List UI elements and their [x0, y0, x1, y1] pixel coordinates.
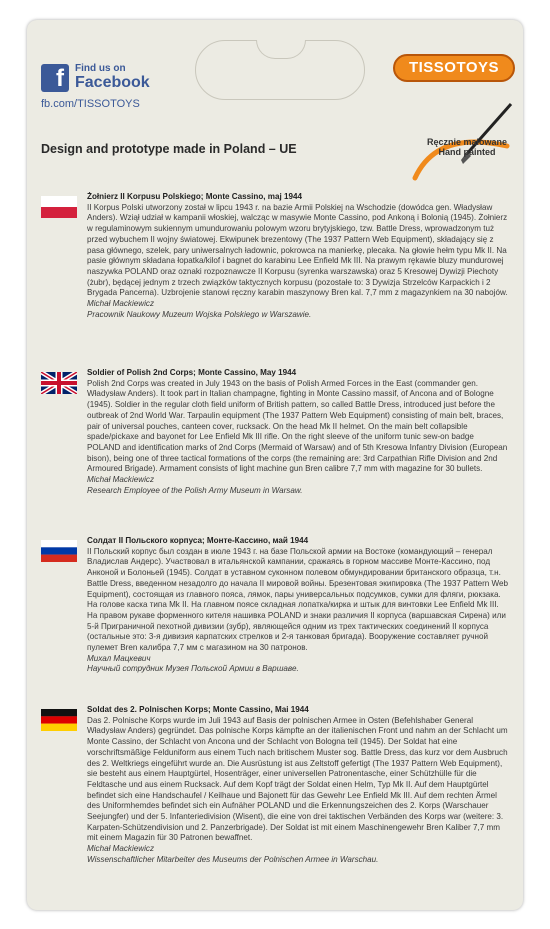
section-title: Soldier of Polish 2nd Corps; Monte Cassino, May 1944	[87, 368, 297, 377]
section-english	[41, 368, 509, 496]
facebook-block	[41, 64, 150, 92]
facebook-icon: f	[41, 64, 69, 92]
section-author-role: Pracownik Naukowy Muzeum Wojska Polskiego w Warszawie.	[87, 309, 312, 319]
facebook-find-us: Find us on	[75, 63, 126, 74]
section-author-role: Научный сотрудник Музея Польской Армии в Варшаве.	[87, 664, 299, 674]
section-author: Michał Mackiewicz	[87, 475, 155, 485]
section-author: Michał Mackiewicz	[87, 844, 155, 854]
hand-painted-label	[427, 138, 507, 158]
packaging-card	[27, 20, 523, 910]
hand-painted-pl: Ręcznie malowane	[427, 137, 508, 147]
section-title: Soldat des 2. Polnischen Korps; Monte Cassino, Mai 1944	[87, 705, 309, 714]
section-russian	[41, 536, 509, 675]
russia-flag-icon	[41, 540, 77, 562]
section-title: Солдат II Польского корпуса; Монте-Кассино, май 1944	[87, 536, 309, 545]
section-body: II Польский корпус был создан в июле 1943 г. на базе Польской армии на Востоке (командующий – генерал Владислав Андерс). Участвовал в итальянской кампании, сражаясь в горном массиве Монте-Кассино, под Анконой и Болоньей (1945). Солдат в уставном суконном полевом обмундировании британского образца, т.н. Battle Dress, введенном незадолго до начала II мировой войны. Брезентовая экипировка (The 1937 Pattern Web Equipment), состоящая из главного пояса, лямок, пары универсальных подсумков, сумки для фляги, рюкзака. На голове каска типа Mk II. На главном поясе складная лопатка/кирка и штык для винтовки Lee Enfield Mk III. На правом рукаве форменного кителя нашивка POLAND и знаки различия II корпуса (варшавская Сирена) или 5-й Пригpаничной пехотной дивизии (зубр), являющейся одним из трех тактических соединений II корпуса (остальные это: 3-я дивизия карпатских стрелков и 2-я танковая бригада). Вооружение составляет ручной пулемет Bren калибра 7,7 мм с магазином на 30 патронов.	[87, 546, 509, 653]
brand-logo: TISSOTOYS	[393, 54, 515, 82]
section-author: Michał Mackiewicz	[87, 299, 155, 309]
section-polish	[41, 192, 509, 320]
section-author-role: Wissenschaftlicher Mitarbeiter des Museums der Polnischen Armee in Warschau.	[87, 854, 379, 864]
facebook-name: Facebook	[75, 73, 150, 91]
section-body: Polish 2nd Corps was created in July 1943 on the basis of Polish Armed Forces in the East (commander gen. Władysław Anders). It took part in Italian champagne, fighting in Monte Cassino massif, of Ancona and of Bologne (1945). Soldier in the regular cloth field uniform of British pattern, so called Battle Dress, introduced just before the outbreak of 2nd World War. Tarpaulin equipment (The 1937 Pattern Web Equipment) consisting of main belt, braces, pair of universal pouches, canteen cover, rucksack. On the head Mk II helmet. On the main belt collapsible spade/pickaxe and bayonet for Lee Enfield Mk III rifle. On the right sleeve of the uniform tunic sew-on badge POLAND and identification marks of 2nd Corps (Mermaid of Warsaw) and of 5th Kresowa Infantry Division (European bison), being one of three tactical formations of the corps (the remaining are: 3rd Carpathian Rifle Division and 2nd Armoured Brigade). Armament consists of light machine gun Bren calibre 7,7 mm with magazine for 30 bullets.	[87, 378, 508, 474]
design-origin-line: Design and prototype made in Poland – UE	[41, 142, 297, 156]
hanger-hole	[195, 40, 365, 100]
section-german	[41, 705, 509, 866]
section-author: Михал Мацкевич	[87, 653, 151, 663]
hand-painted-en: Hand painted	[438, 146, 496, 157]
section-title: Żołnierz II Korpusu Polskiego; Monte Cassino, maj 1944	[87, 192, 302, 201]
section-body: Das 2. Polnische Korps wurde im Juli 1943 auf Basis der polnischen Armee in Osten (Befehlshaber General Władysław Anders) gegründet. Das polnische Korps kämpfte an der italienischen Front und nahm an der Schlacht um Monte Cassino, der Schlacht von Ancona und der Schlacht von Bologna teil (1945). Der Soldat hat eine vorschriftsmäßige Felduniform aus einem Tuch nach britischem Muster sog. Battle Dress, das kurz vor dem Ausbruch des 2. Weltkriegs eingeführt wurde an. Die Ausrüstung ist aus Zeltstoff gefertigt (The 1937 Pattern Web Equipment), sie besteht aus einem Hauptgürtel, Hosenträger, einer universellen Patronentasche, einer Schützhülle für die Feldtasche und aus einem Rucksack. Auf dem Kopf trägt der Soldat einen Helm, Typ Mk II. Auf dem Hauptgürtel befindet sich eine Handschaufel / Keilhaue und Bajonett für das Gewehr Lee Enfield Mk III. Auf dem rechten Ärmel des Uniformhemdes befindet sich ein Aufnäher POLAND und die Erkennungszeichen des 2. Korps (Warschauer Seejungfer) und der 5. Infanteriedivision (Wisent), die eine von drei taktischen Verbänden des Korps war (weitere: 3. Karpaten-Schützendivision und 2. Panzerbrigade). Der Soldat ist mit einem Maschinengewehr Bren Kaliber 7,7 mm mit einem Magazin für 30 Patronen bewaffnet.	[87, 715, 508, 843]
poland-flag-icon	[41, 196, 77, 218]
section-author-role: Research Employee of the Polish Army Museum in Warsaw.	[87, 485, 303, 495]
germany-flag-icon	[41, 709, 77, 731]
section-body: II Korpus Polski utworzony został w lipcu 1943 r. na bazie Armii Polskiej na Wschodzie (dowódca gen. Władysław Anders). Wziął udział w kampanii włoskiej, walcząc w masywie Monte Cassino, pod Ankoną i Bolonią (1945). Żołnierz w regulaminowym sukiennym umundurowaniu polowym wzoru brytyjskiego, tzw. Battle Dress, wprowadzonym tuż przed wybuchem II wojny światowej. Ekwipunek brezentowy (The 1937 Pattern Web Equipment), składający się z pasa głównego, szelek, pary uniwersalnych ładownic, pokrowca na manierkę, plecaka. Na głowie hełm typu Mk II. Na pasie głównym składana łopatka/kilof i bagnet do karabinu Lee Enfield Mk III. Na prawym rękawie bluzy mundurowej naszywka POLAND oraz oznaki rozpoznawcze II Korpusu (syrenka warszawska) oraz 5 Kresowej Dywizji Piechoty (żubr), będącej jednym z trzech związków taktycznych korpusu (pozostałe to: 3 Dywizja Strzelców Karpackich i 2 Brygada Pancerna). Uzbrojenie stanowi ręczny karabin maszynowy Bren kal. 7,7 mm z magazynkiem na 30 nabojów.	[87, 202, 508, 298]
uk-flag-icon	[41, 372, 77, 394]
facebook-url: fb.com/TISSOTOYS	[41, 98, 140, 110]
